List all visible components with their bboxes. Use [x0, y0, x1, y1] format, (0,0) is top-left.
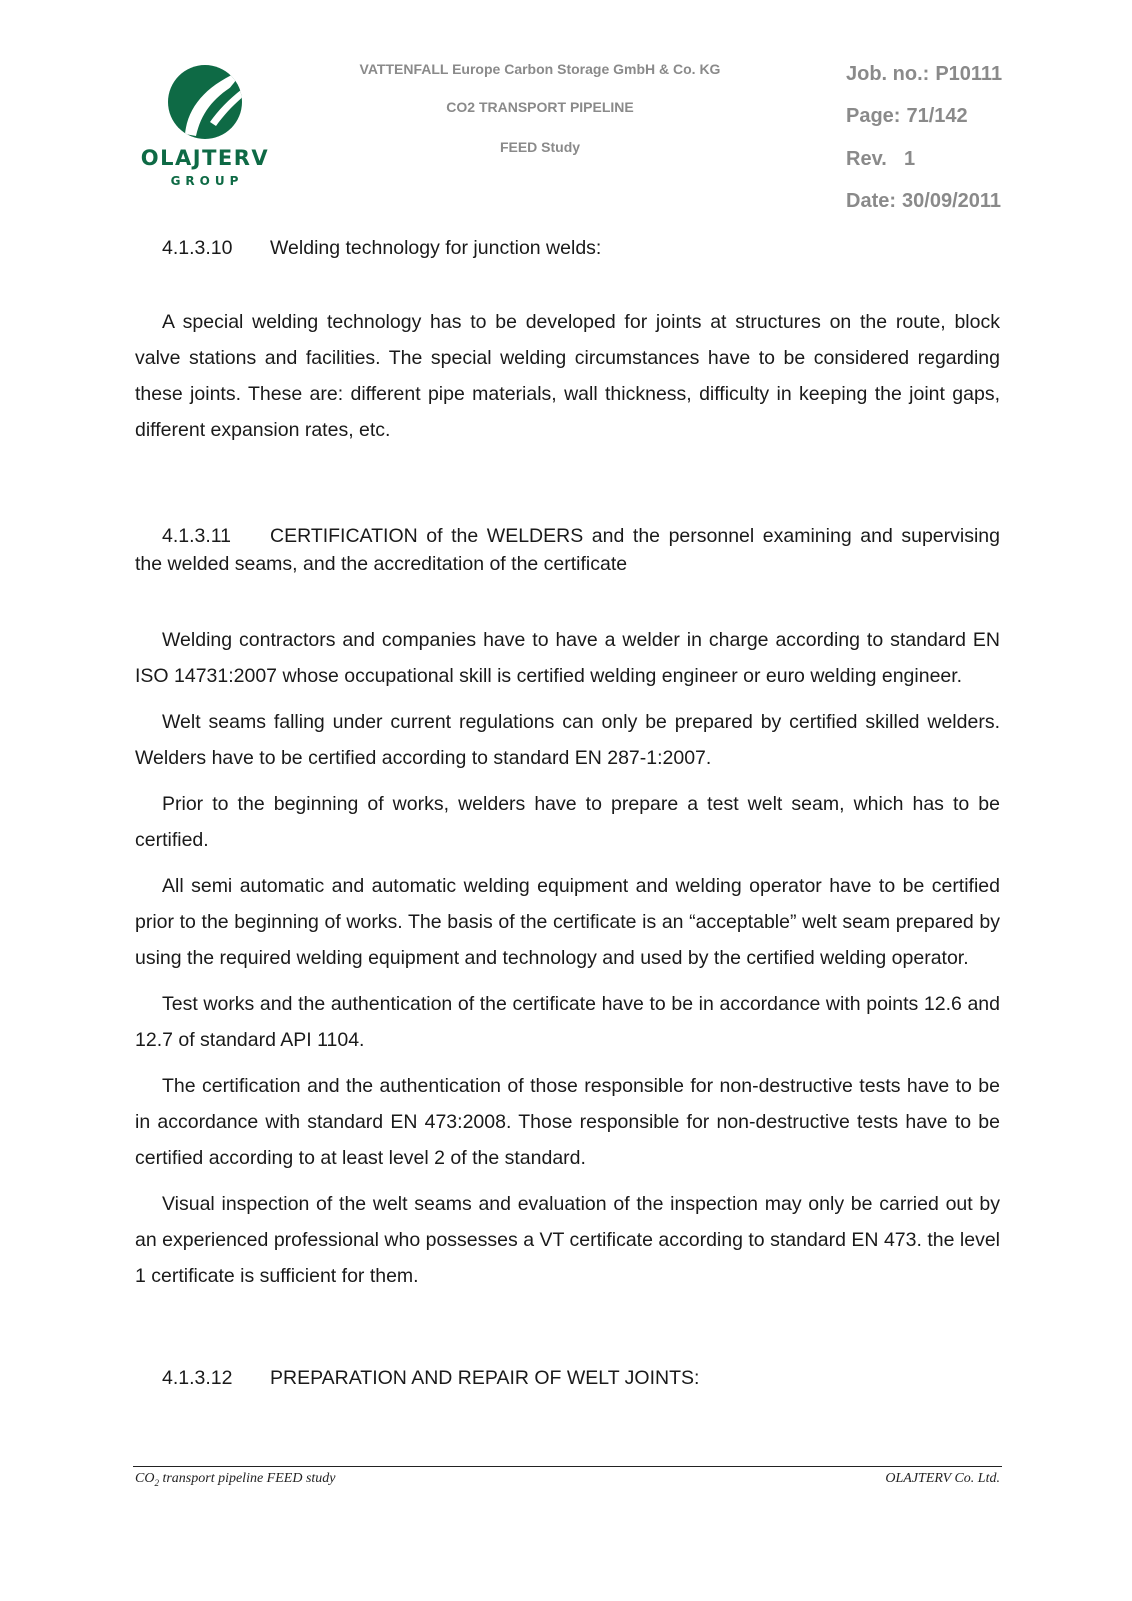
header-project: CO2 TRANSPORT PIPELINE — [446, 99, 634, 115]
footer-title-suffix: transport pipeline FEED study — [158, 1471, 336, 1486]
footer-divider — [133, 1466, 1002, 1467]
footer-company: OLAJTERV Co. Ltd. — [885, 1471, 1000, 1486]
date-label: Date: — [846, 190, 897, 212]
footer-title-prefix: CO — [135, 1471, 155, 1486]
header-page — [846, 106, 968, 126]
section-heading-4-1-3-12 — [135, 1360, 1000, 1396]
job-label: Job. no.: — [846, 63, 930, 85]
footer-title-subscript: 2 — [154, 1477, 159, 1488]
paragraph: Welding contractors and companies have to have a welder in charge according to standard EN ISO 14731:2007 whose occupational skill is certified welding engineer or euro welding engineer. — [135, 629, 1000, 687]
footer-document-title — [135, 1471, 336, 1489]
paragraph: Welt seams falling under current regulations can only be prepared by certified skilled welders. Welders have to be certified according to standard EN 287-1:2007. — [135, 711, 1000, 769]
paragraph: Visual inspection of the welt seams and evaluation of the inspection may only be carried out by an experienced professional who possesses a VT certificate according to standard EN 473. the level 1 certificate is sufficient for them. — [135, 1193, 1000, 1287]
section-title: CERTIFICATION of the WELDERS and the personnel examining and supervising the welded seams, and the accreditation of the certificate — [135, 525, 1000, 575]
paragraph: Prior to the beginning of works, welders have to prepare a test welt seam, which has to be certified. — [135, 793, 1000, 851]
paragraph: All semi automatic and automatic welding equipment and welding operator have to be certified prior to the beginning of works. The basis of the certificate is an “acceptable” welt seam prepared by using the required welding equipment and technology and used by the certified welding operator. — [135, 875, 1000, 969]
section-number: 4.1.3.11 — [162, 525, 232, 547]
header-company: VATTENFALL Europe Carbon Storage GmbH & Co. KG — [359, 61, 721, 77]
page-value: 71/142 — [906, 105, 968, 127]
section-number: 4.1.3.12 — [162, 1367, 233, 1389]
logo-wordmark: OLAJTERV — [140, 146, 270, 170]
header-document: FEED Study — [499, 139, 581, 155]
document-body — [135, 230, 1000, 1396]
header-revision — [846, 149, 915, 169]
section-heading-4-1-3-11 — [135, 522, 1000, 578]
rev-label: Rev. — [846, 148, 887, 170]
header-job-number — [846, 64, 1002, 84]
leaf-emblem-icon — [140, 64, 270, 144]
section-title: PREPARATION AND REPAIR OF WELT JOINTS: — [270, 1367, 700, 1389]
logo-subtitle: GROUP — [170, 174, 244, 188]
paragraph: A special welding technology has to be developed for joints at structures on the route, block valve stations and facilities. The special welding circumstances have to be considered regarding these joints. These are: different pipe materials, wall thickness, difficulty in keeping the joint gaps, different expansion rates, etc. — [135, 311, 1000, 441]
page-label: Page: — [846, 105, 901, 127]
date-value: 30/09/2011 — [902, 190, 1002, 212]
section-title: Welding technology for junction welds: — [270, 237, 602, 259]
paragraph: The certification and the authentication of those responsible for non-destructive tests have to be in accordance with standard EN 473:2008. Those responsible for non-destructive tests have to be certified according to at least level 2 of the standard. — [135, 1075, 1000, 1169]
section-heading-4-1-3-10 — [135, 230, 1000, 266]
job-value: P10111 — [935, 63, 1003, 85]
company-logo — [140, 64, 270, 194]
rev-value: 1 — [904, 148, 916, 170]
header-date — [846, 191, 1001, 211]
paragraph: Test works and the authentication of the certificate have to be in accordance with points 12.6 and 12.7 of standard API 1104. — [135, 993, 1000, 1051]
section-number: 4.1.3.10 — [162, 237, 233, 259]
